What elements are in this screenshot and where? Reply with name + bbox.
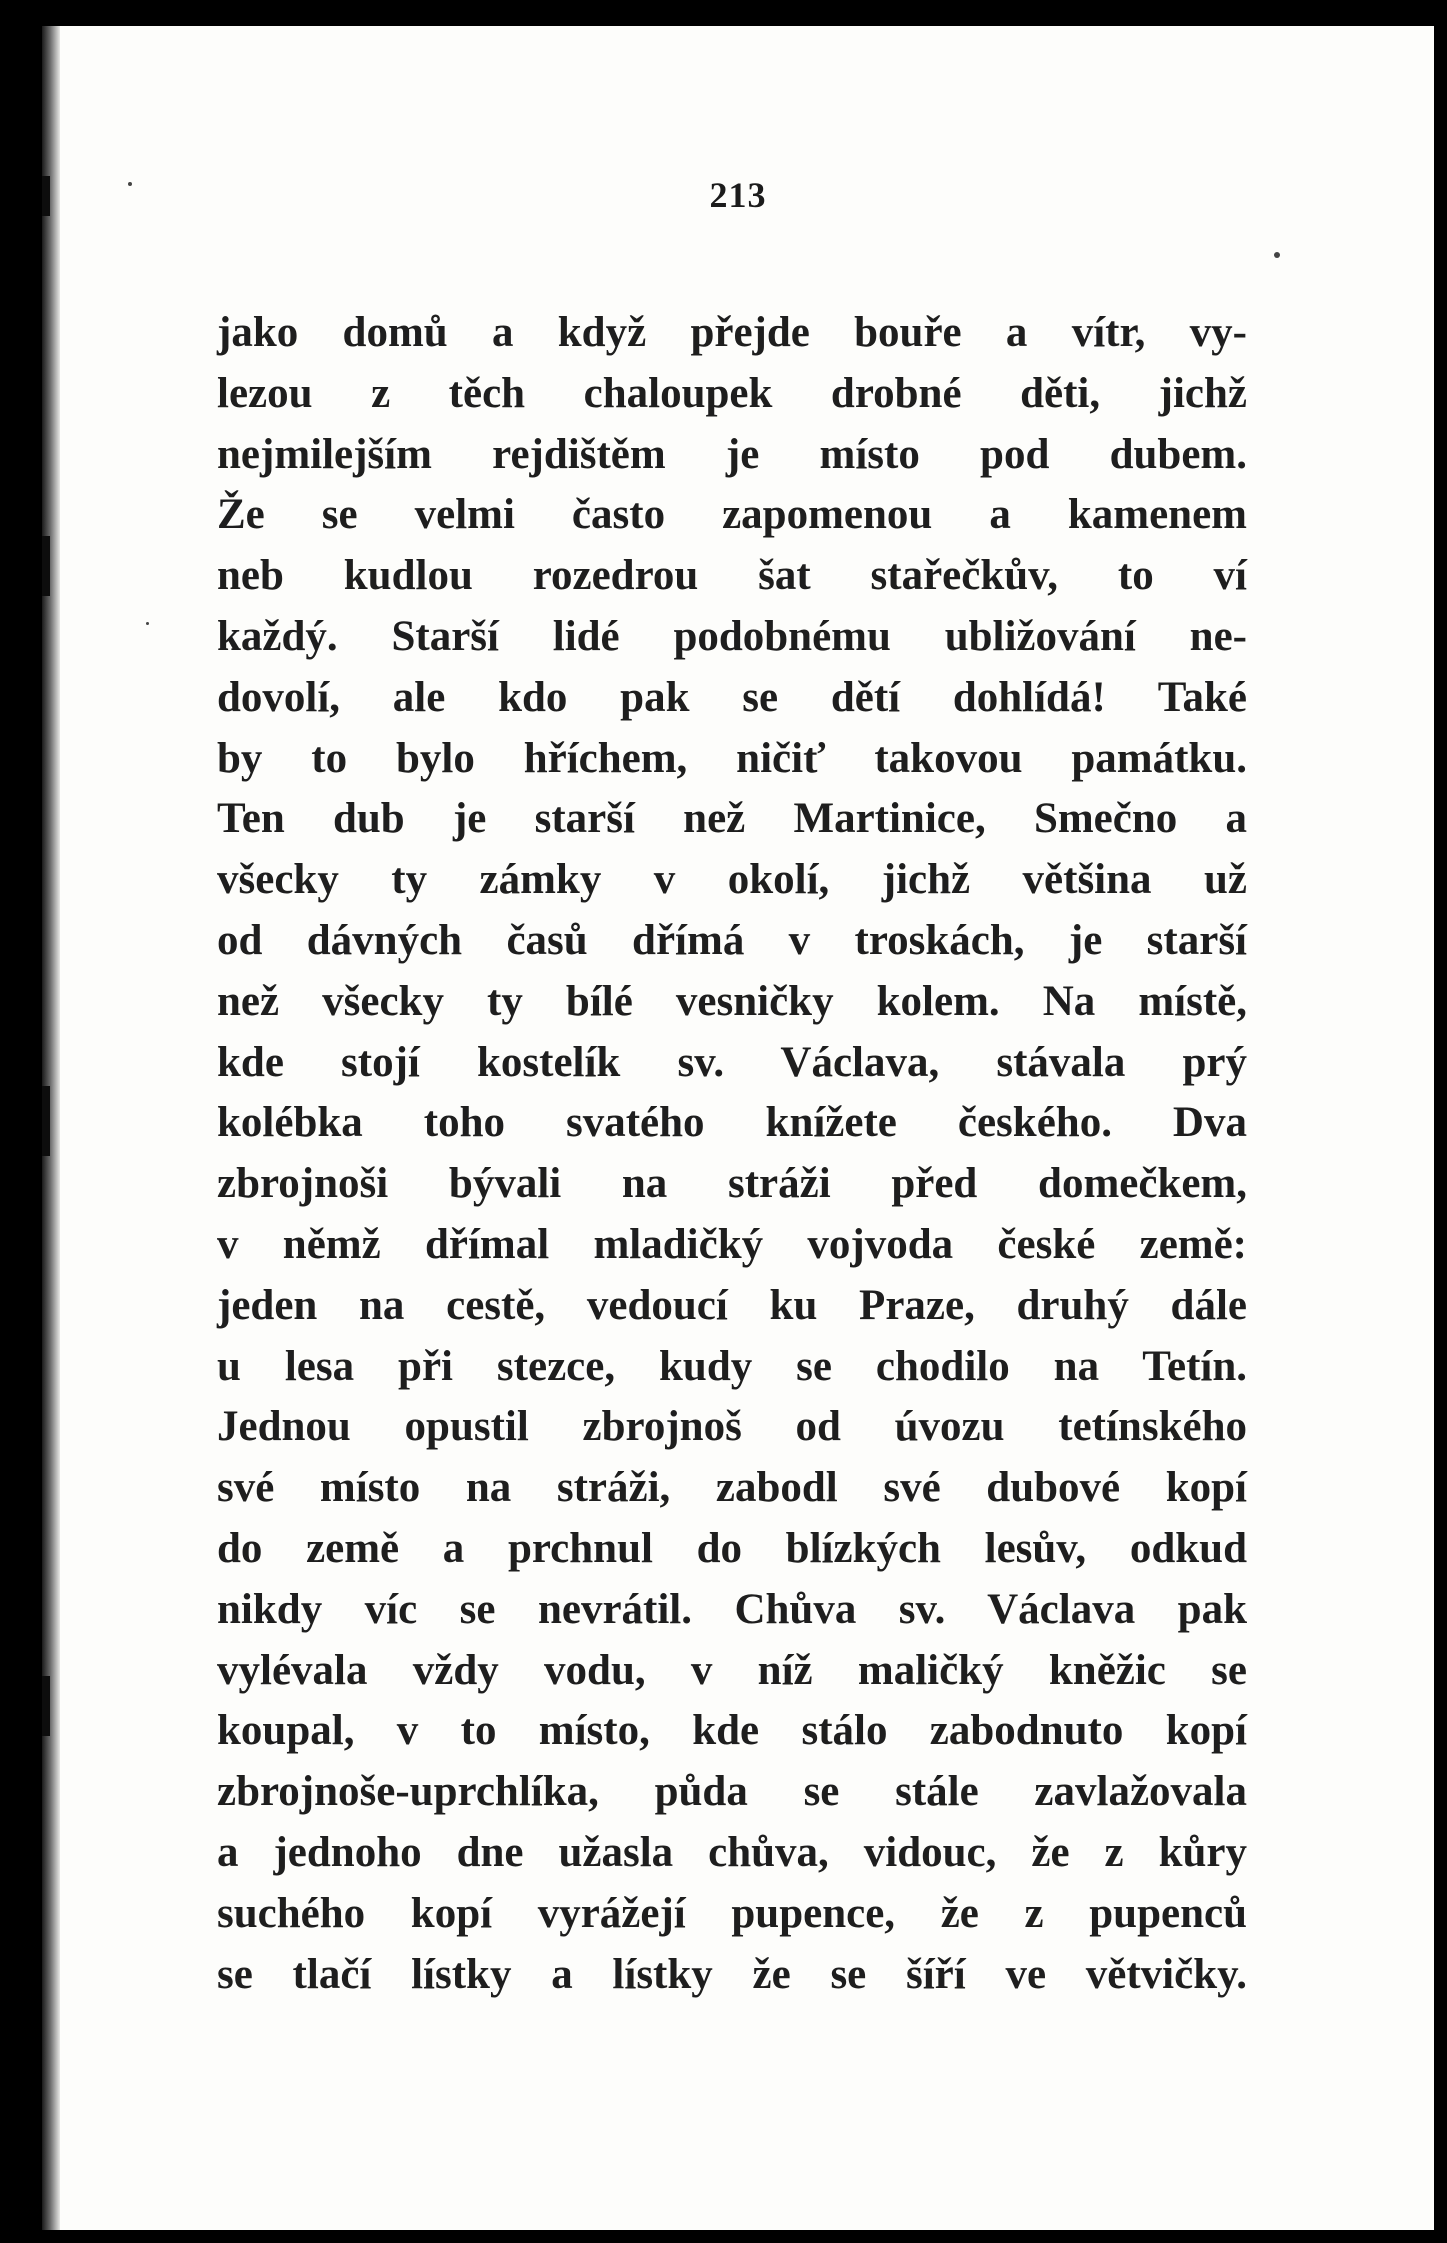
text-line: nejmilejším rejdištěm je místo pod dubem. bbox=[217, 430, 1247, 478]
text-line: Jednou opustil zbrojnoš od úvozu tetínského bbox=[217, 1403, 1247, 1451]
text-line: se tlačí lístky a lístky že se šíří ve větvičky. bbox=[217, 1950, 1247, 1998]
text-line: lezou z těch chaloupek drobné děti, jichž bbox=[217, 369, 1247, 417]
text-line: u lesa při stezce, kudy se chodilo na Tetín. bbox=[217, 1342, 1247, 1390]
binding-mark bbox=[42, 1676, 50, 1736]
text-line: jeden na cestě, vedoucí ku Praze, druhý dále bbox=[217, 1281, 1247, 1329]
page-number: 213 bbox=[709, 175, 767, 215]
text-line: koupal, v to místo, kde stálo zabodnuto kopí bbox=[217, 1707, 1247, 1755]
text-line: než všecky ty bílé vesničky kolem. Na místě, bbox=[217, 977, 1247, 1025]
text-line: zbrojnoši bývali na stráži před domečkem, bbox=[217, 1160, 1247, 1208]
text-line: vylévala vždy vodu, v níž maličký kněžic se bbox=[217, 1646, 1247, 1694]
text-line: do země a prchnul do blízkých lesův, odkud bbox=[217, 1524, 1247, 1572]
text-line: a jednoho dne užasla chůva, vidouc, že z kůry bbox=[217, 1828, 1247, 1876]
text-line: dovolí, ale kdo pak se dětí dohlídá! Také bbox=[217, 673, 1247, 721]
text-line: kde stojí kostelík sv. Václava, stávala prý bbox=[217, 1038, 1247, 1086]
text-line: od dávných časů dřímá v troskách, je starší bbox=[217, 916, 1247, 964]
text-line: každý. Starší lidé podobnému ubližování ne- bbox=[217, 612, 1247, 660]
text-line: kolébka toho svatého knížete českého. Dva bbox=[217, 1099, 1247, 1147]
book-page bbox=[42, 26, 1434, 2230]
text-line: neb kudlou rozedrou šat stařečkův, to ví bbox=[217, 552, 1247, 600]
text-line: by to bylo hříchem, ničiť takovou památku. bbox=[217, 734, 1247, 782]
binding-mark bbox=[42, 1086, 50, 1156]
text-line: suchého kopí vyrážejí pupence, že z pupenců bbox=[217, 1889, 1247, 1937]
paper-speck bbox=[1274, 252, 1280, 258]
text-line: v němž dřímal mladičký vojvoda české země: bbox=[217, 1220, 1247, 1268]
text-line: jako domů a když přejde bouře a vítr, vy- bbox=[217, 309, 1247, 356]
binding-mark bbox=[42, 536, 50, 596]
text-line: zbrojnoše-uprchlíka, půda se stále zavlažovala bbox=[217, 1768, 1247, 1816]
body-text bbox=[217, 303, 1247, 2005]
text-line: nikdy víc se nevrátil. Chůva sv. Václava pak bbox=[217, 1585, 1247, 1633]
paper-speck bbox=[146, 622, 149, 625]
text-line: Ten dub je starší než Martinice, Smečno a bbox=[217, 795, 1247, 843]
text-line: své místo na stráži, zabodl své dubové kopí bbox=[217, 1464, 1247, 1512]
text-line: Že se velmi často zapomenou a kamenem bbox=[217, 491, 1247, 539]
text-line: všecky ty zámky v okolí, jichž většina už bbox=[217, 856, 1247, 904]
